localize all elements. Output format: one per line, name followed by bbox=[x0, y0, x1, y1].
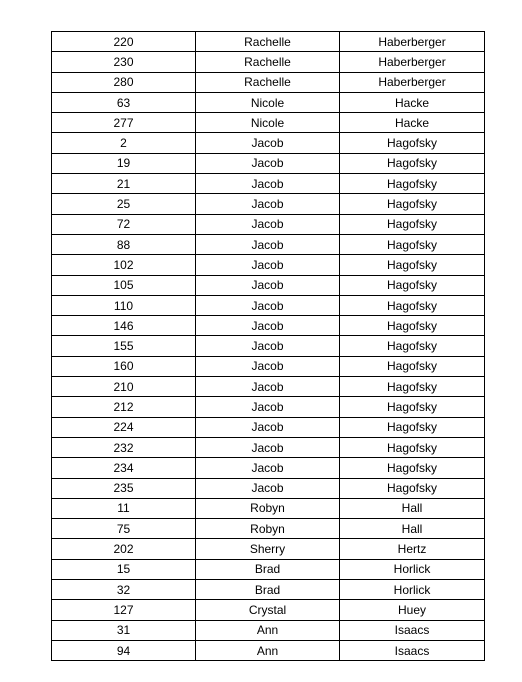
id-cell: 212 bbox=[52, 397, 196, 417]
first-name-cell: Ann bbox=[196, 640, 340, 660]
last-name-cell: Hacke bbox=[340, 92, 485, 112]
id-cell: 19 bbox=[52, 153, 196, 173]
id-cell: 15 bbox=[52, 559, 196, 579]
first-name-cell: Ann bbox=[196, 620, 340, 640]
first-name-cell: Crystal bbox=[196, 600, 340, 620]
first-name-cell: Robyn bbox=[196, 519, 340, 539]
last-name-cell: Haberberger bbox=[340, 52, 485, 72]
first-name-cell: Nicole bbox=[196, 92, 340, 112]
id-cell: 25 bbox=[52, 194, 196, 214]
first-name-cell: Jacob bbox=[196, 417, 340, 437]
table-row bbox=[52, 234, 485, 254]
id-cell: 31 bbox=[52, 620, 196, 640]
id-cell: 235 bbox=[52, 478, 196, 498]
first-name-cell: Jacob bbox=[196, 437, 340, 457]
table-row bbox=[52, 275, 485, 295]
first-name-cell: Jacob bbox=[196, 336, 340, 356]
first-name-cell: Jacob bbox=[196, 478, 340, 498]
last-name-cell: Hagofsky bbox=[340, 153, 485, 173]
last-name-cell: Isaacs bbox=[340, 640, 485, 660]
id-cell: 102 bbox=[52, 255, 196, 275]
table-row bbox=[52, 336, 485, 356]
id-cell: 202 bbox=[52, 539, 196, 559]
last-name-cell: Haberberger bbox=[340, 32, 485, 52]
table-row bbox=[52, 600, 485, 620]
id-cell: 224 bbox=[52, 417, 196, 437]
id-cell: 105 bbox=[52, 275, 196, 295]
last-name-cell: Isaacs bbox=[340, 620, 485, 640]
id-cell: 72 bbox=[52, 214, 196, 234]
id-cell: 280 bbox=[52, 72, 196, 92]
table-row bbox=[52, 52, 485, 72]
table-row bbox=[52, 295, 485, 315]
last-name-cell: Horlick bbox=[340, 559, 485, 579]
table-row bbox=[52, 417, 485, 437]
first-name-cell: Jacob bbox=[196, 153, 340, 173]
last-name-cell: Hagofsky bbox=[340, 478, 485, 498]
id-cell: 88 bbox=[52, 234, 196, 254]
id-cell: 230 bbox=[52, 52, 196, 72]
table-row bbox=[52, 498, 485, 518]
first-name-cell: Jacob bbox=[196, 174, 340, 194]
first-name-cell: Robyn bbox=[196, 498, 340, 518]
id-cell: 210 bbox=[52, 377, 196, 397]
last-name-cell: Hagofsky bbox=[340, 255, 485, 275]
first-name-cell: Jacob bbox=[196, 275, 340, 295]
first-name-cell: Brad bbox=[196, 580, 340, 600]
table-row bbox=[52, 580, 485, 600]
first-name-cell: Jacob bbox=[196, 397, 340, 417]
id-cell: 160 bbox=[52, 356, 196, 376]
table-row bbox=[52, 92, 485, 112]
first-name-cell: Rachelle bbox=[196, 32, 340, 52]
names-table bbox=[51, 31, 485, 661]
id-cell: 110 bbox=[52, 295, 196, 315]
first-name-cell: Sherry bbox=[196, 539, 340, 559]
table-row bbox=[52, 437, 485, 457]
last-name-cell: Hagofsky bbox=[340, 194, 485, 214]
first-name-cell: Brad bbox=[196, 559, 340, 579]
last-name-cell: Hall bbox=[340, 519, 485, 539]
last-name-cell: Huey bbox=[340, 600, 485, 620]
table-row bbox=[52, 153, 485, 173]
first-name-cell: Jacob bbox=[196, 255, 340, 275]
table-row bbox=[52, 214, 485, 234]
first-name-cell: Jacob bbox=[196, 458, 340, 478]
first-name-cell: Jacob bbox=[196, 133, 340, 153]
last-name-cell: Hagofsky bbox=[340, 437, 485, 457]
id-cell: 2 bbox=[52, 133, 196, 153]
first-name-cell: Jacob bbox=[196, 214, 340, 234]
last-name-cell: Hertz bbox=[340, 539, 485, 559]
last-name-cell: Hall bbox=[340, 498, 485, 518]
table-row bbox=[52, 377, 485, 397]
last-name-cell: Haberberger bbox=[340, 72, 485, 92]
first-name-cell: Rachelle bbox=[196, 72, 340, 92]
table-row bbox=[52, 316, 485, 336]
table-row bbox=[52, 356, 485, 376]
last-name-cell: Hagofsky bbox=[340, 316, 485, 336]
last-name-cell: Hagofsky bbox=[340, 458, 485, 478]
table-row bbox=[52, 519, 485, 539]
last-name-cell: Hagofsky bbox=[340, 417, 485, 437]
id-cell: 146 bbox=[52, 316, 196, 336]
table-row bbox=[52, 32, 485, 52]
table-row bbox=[52, 255, 485, 275]
last-name-cell: Horlick bbox=[340, 580, 485, 600]
last-name-cell: Hagofsky bbox=[340, 356, 485, 376]
table-row bbox=[52, 72, 485, 92]
table-row bbox=[52, 559, 485, 579]
table-row bbox=[52, 113, 485, 133]
id-cell: 32 bbox=[52, 580, 196, 600]
id-cell: 155 bbox=[52, 336, 196, 356]
last-name-cell: Hagofsky bbox=[340, 295, 485, 315]
id-cell: 220 bbox=[52, 32, 196, 52]
first-name-cell: Jacob bbox=[196, 377, 340, 397]
first-name-cell: Jacob bbox=[196, 316, 340, 336]
id-cell: 63 bbox=[52, 92, 196, 112]
id-cell: 94 bbox=[52, 640, 196, 660]
id-cell: 11 bbox=[52, 498, 196, 518]
table-body bbox=[52, 32, 485, 661]
table-row bbox=[52, 133, 485, 153]
last-name-cell: Hagofsky bbox=[340, 174, 485, 194]
id-cell: 234 bbox=[52, 458, 196, 478]
last-name-cell: Hagofsky bbox=[340, 275, 485, 295]
last-name-cell: Hagofsky bbox=[340, 377, 485, 397]
first-name-cell: Jacob bbox=[196, 356, 340, 376]
table-row bbox=[52, 640, 485, 660]
id-cell: 127 bbox=[52, 600, 196, 620]
id-cell: 75 bbox=[52, 519, 196, 539]
table-row bbox=[52, 174, 485, 194]
last-name-cell: Hagofsky bbox=[340, 234, 485, 254]
id-cell: 21 bbox=[52, 174, 196, 194]
table-row bbox=[52, 478, 485, 498]
first-name-cell: Nicole bbox=[196, 113, 340, 133]
table-row bbox=[52, 397, 485, 417]
first-name-cell: Rachelle bbox=[196, 52, 340, 72]
last-name-cell: Hagofsky bbox=[340, 214, 485, 234]
first-name-cell: Jacob bbox=[196, 234, 340, 254]
id-cell: 277 bbox=[52, 113, 196, 133]
last-name-cell: Hagofsky bbox=[340, 336, 485, 356]
table-row bbox=[52, 194, 485, 214]
last-name-cell: Hagofsky bbox=[340, 133, 485, 153]
last-name-cell: Hacke bbox=[340, 113, 485, 133]
last-name-cell: Hagofsky bbox=[340, 397, 485, 417]
table-row bbox=[52, 458, 485, 478]
id-cell: 232 bbox=[52, 437, 196, 457]
first-name-cell: Jacob bbox=[196, 194, 340, 214]
table-row bbox=[52, 620, 485, 640]
table-row bbox=[52, 539, 485, 559]
first-name-cell: Jacob bbox=[196, 295, 340, 315]
